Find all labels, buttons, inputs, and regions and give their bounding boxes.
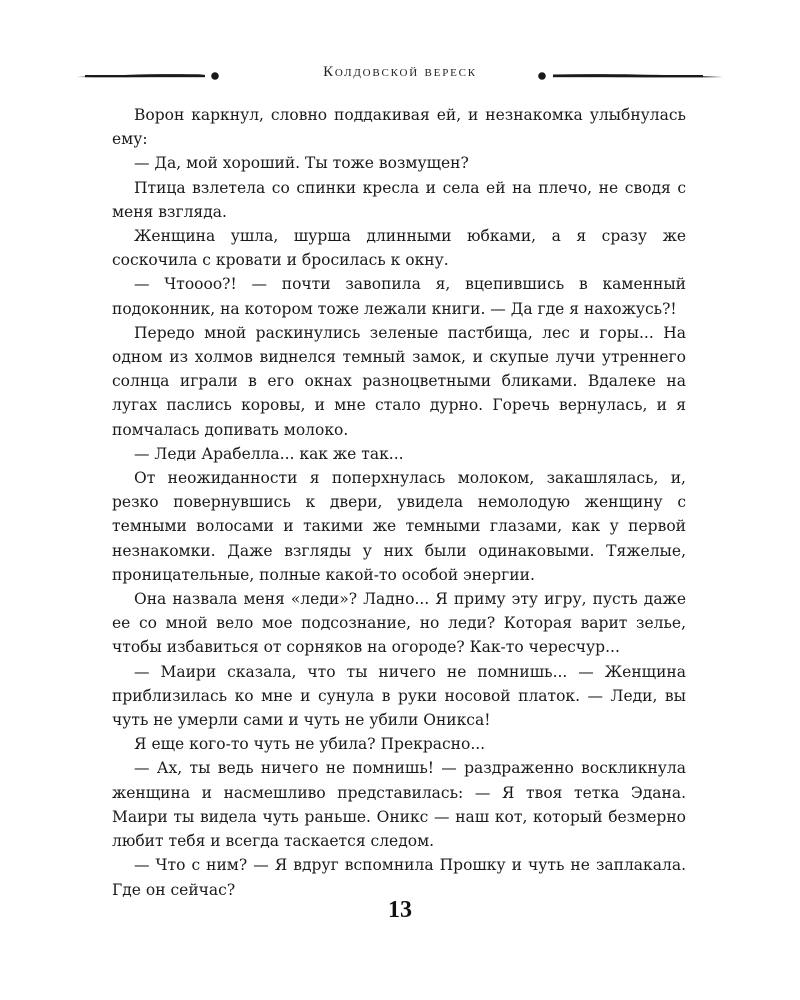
paragraph: Птица взлетела со спинки кресла и села ей на плечо, не сводя с меня взгляда. <box>112 178 686 221</box>
paragraph: Ворон каркнул, словно поддакивая ей, и незнакомка улыбнулась ему: <box>112 106 686 149</box>
paragraph: От неожиданности я поперхнулась молоком, закашлялась, и, резко повернувшись к двери, увидела немолодую женщину с темными волосами и такими же темными глазами, как у первой незнакомки. Даже взгляды у них были одинаковыми. Тяжелые, проницательные, полные какой-то особой энергии. <box>112 469 686 584</box>
paragraph: Женщина ушла, шурша длинными юбками, а я сразу же соскочила с кровати и бросилась к окну. <box>112 227 686 270</box>
paragraph: — Маири сказала, что ты ничего не помнишь... — Женщина приблизилась ко мне и сунула в руки носовой платок. — Леди, вы чуть не умерли сами и чуть не убили Оникса! <box>112 662 686 730</box>
paragraph: Я еще кого-то чуть не убила? Прекрасно... <box>134 735 486 754</box>
running-header-title: Колдовской вереск <box>323 64 477 80</box>
paragraph: Передо мной раскинулись зеленые пастбища, лес и горы... На одном из холмов виднелся темный замок, и скупые лучи утреннего солнца играли в его окнах разноцветными бликами. Вдалеке на лугах паслись коровы, и мне стало дурно. Горечь вернулась, и я помчалась допивать молоко. <box>112 323 686 439</box>
paragraph: — Ах, ты ведь ничего не помнишь! — раздраженно воскликнула женщина и насмешливо представилась: — Я твоя тетка Эдана. Маири ты видела чуть раньше. Оникс — наш кот, который безмерно любит тебя и всегда таскается следом. <box>112 759 686 851</box>
paragraph: Она назвала меня «леди»? Ладно... Я приму эту игру, пусть даже ее со мной вело мое подсознание, но леди? Которая варит зелье, чтобы избавиться от сорняков на огороде? Как-то чересчур... <box>112 590 686 657</box>
book-text <box>112 103 686 902</box>
paragraph: — Да, мой хороший. Ты тоже возмущен? <box>134 154 469 173</box>
paragraph: — Чтоооо?! — почти завопила я, вцепившись в каменный подоконник, на котором тоже лежали книги. — Да где я нахожусь?! <box>112 275 686 318</box>
paragraph: — Что с ним? — Я вдруг вспомнила Прошку и чуть не заплакала. Где он сейчас? <box>112 856 686 899</box>
page-number: 13 <box>388 897 412 923</box>
running-header <box>75 62 725 88</box>
paragraph: — Леди Арабелла... как же так... <box>134 444 404 463</box>
